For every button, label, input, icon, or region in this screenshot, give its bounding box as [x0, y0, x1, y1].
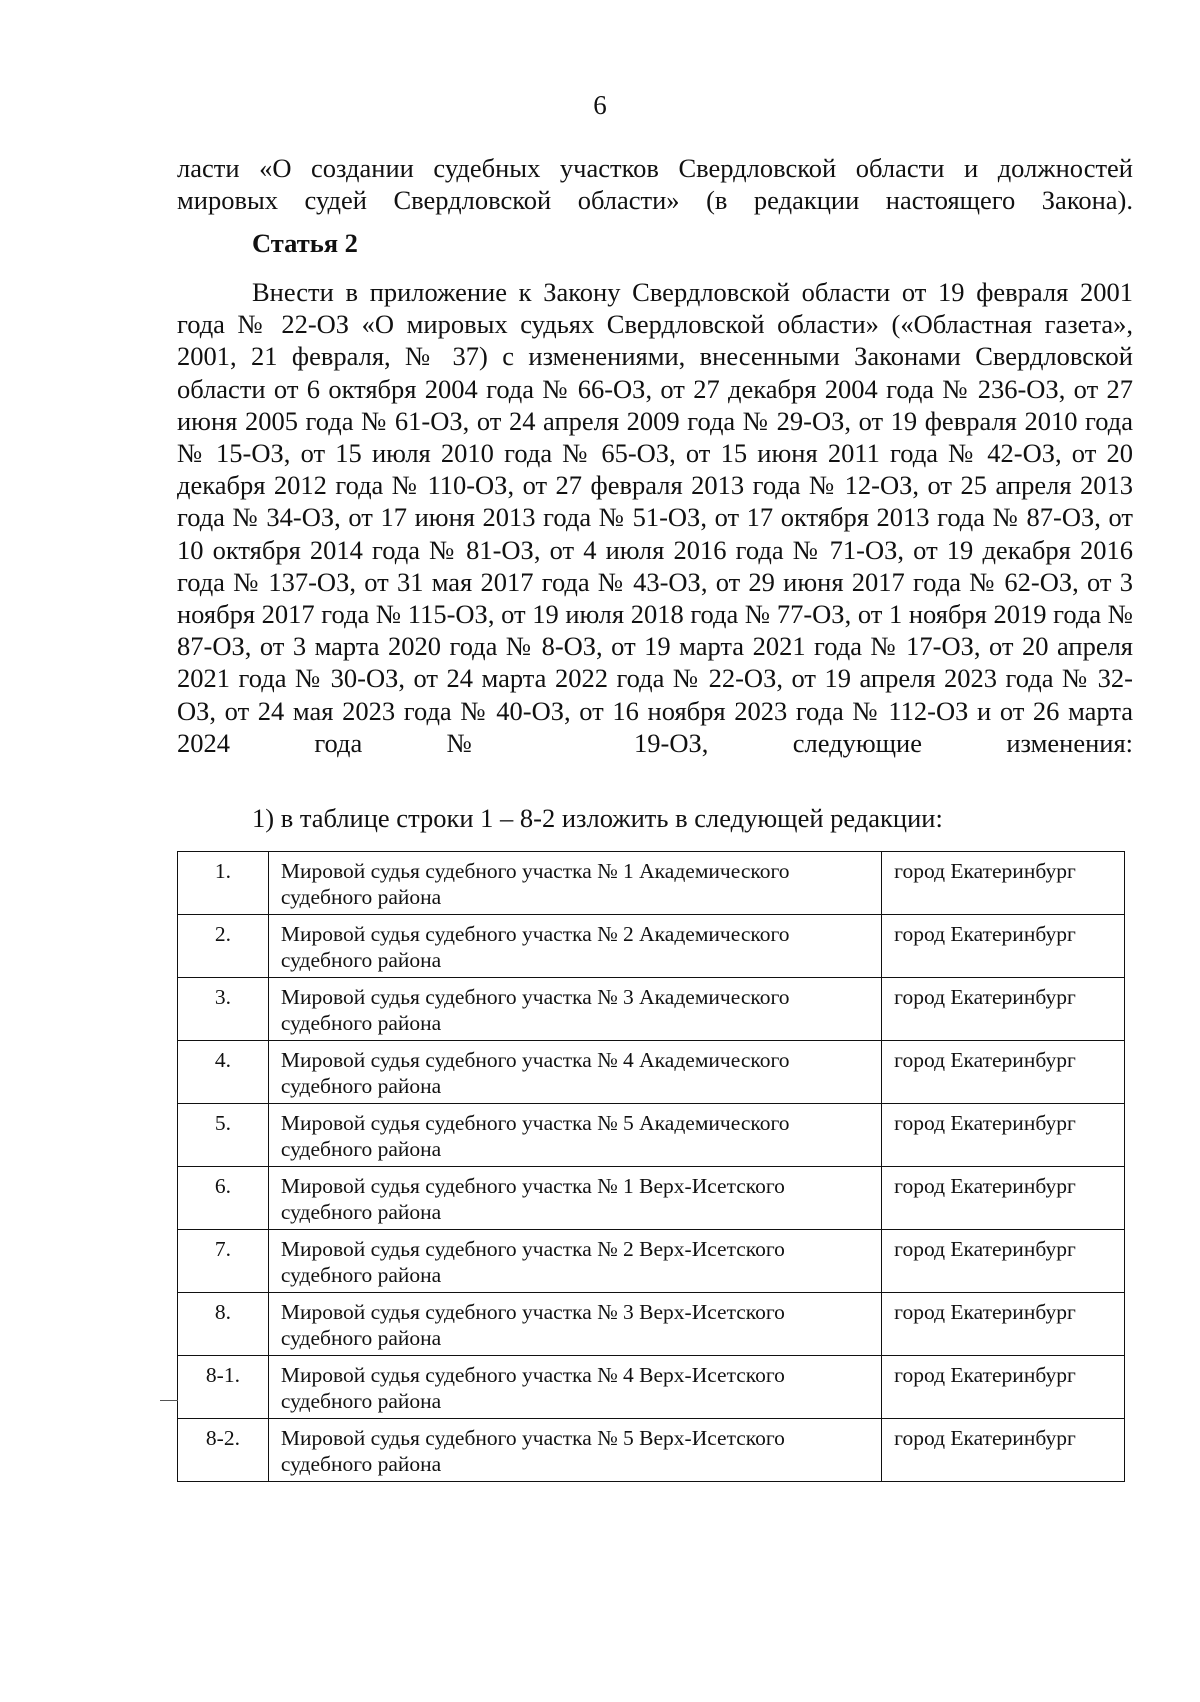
row-number-cell: 6.: [178, 1167, 269, 1230]
position-name-cell: Мировой судья судебного участка № 3 Верх-Исетского судебного района: [268, 1293, 881, 1356]
city-cell: город Екатеринбург: [882, 1104, 1125, 1167]
page-number: 6: [593, 90, 607, 120]
row-number-cell: 4.: [178, 1041, 269, 1104]
row-number-cell: 8.: [178, 1293, 269, 1356]
position-name-cell: Мировой судья судебного участка № 4 Верх-Исетского судебного района: [268, 1356, 881, 1419]
city-cell: город Екатеринбург: [882, 978, 1125, 1041]
city-cell: город Екатеринбург: [882, 1230, 1125, 1293]
lead-paragraph: ласти «О создании судебных участков Свердловской области и должностей мировых судей Свердловской области» (в редакции настоящего Закона).: [177, 153, 1133, 216]
position-name-cell: Мировой судья судебного участка № 2 Верх-Исетского судебного района: [268, 1230, 881, 1293]
city-cell: город Екатеринбург: [882, 1167, 1125, 1230]
table-row: [178, 1356, 1125, 1419]
table-row: [178, 1167, 1125, 1230]
margin-mark: [160, 1400, 178, 1401]
table-row: [178, 852, 1125, 915]
table-row: [178, 978, 1125, 1041]
article-heading: Статья 2: [252, 228, 358, 258]
row-number-cell: 1.: [178, 852, 269, 915]
city-cell: город Екатеринбург: [882, 1293, 1125, 1356]
city-cell: город Екатеринбург: [882, 852, 1125, 915]
position-name-cell: Мировой судья судебного участка № 5 Академического судебного района: [268, 1104, 881, 1167]
row-number-cell: 7.: [178, 1230, 269, 1293]
table-row: [178, 915, 1125, 978]
position-name-cell: Мировой судья судебного участка № 2 Академического судебного района: [268, 915, 881, 978]
row-number-cell: 2.: [178, 915, 269, 978]
position-name-cell: Мировой судья судебного участка № 5 Верх-Исетского судебного района: [268, 1419, 881, 1482]
table-row: [178, 1104, 1125, 1167]
amendment-table: [177, 851, 1125, 1482]
table-row: [178, 1419, 1125, 1482]
amendment-table-body: [178, 852, 1125, 1482]
row-number-cell: 5.: [178, 1104, 269, 1167]
article-body-paragraph: Внести в приложение к Закону Свердловской области от 19 февраля 2001 года № 22-ОЗ «О мировых судьях Свердловской области» («Областная газета», 2001, 21 февраля, № 37) с изменениями, внесенными Законами Свердловской области от 6 октября 2004 года № 66-ОЗ, от 27 декабря 2004 года № 236-ОЗ, от 27 июня 2005 года № 61-ОЗ, от 24 апреля 2009 года № 29-ОЗ, от 19 февраля 2010 года № 15-ОЗ, от 15 июля 2010 года № 65-ОЗ, от 15 июня 2011 года № 42-ОЗ, от 20 декабря 2012 года № 110-ОЗ, от 27 февраля 2013 года № 12-ОЗ, от 25 апреля 2013 года № 34-ОЗ, от 17 июня 2013 года № 51-ОЗ, от 17 октября 2013 года № 87-ОЗ, от 10 октября 2014 года № 81-ОЗ, от 4 июля 2016 года № 71-ОЗ, от 19 декабря 2016 года № 137-ОЗ, от 31 мая 2017 года № 43-ОЗ, от 29 июня 2017 года № 62-ОЗ, от 3 ноября 2017 года № 115-ОЗ, от 19 июля 2018 года № 77-ОЗ, от 1 ноября 2019 года № 87-ОЗ, от 3 марта 2020 года № 8-ОЗ, от 19 марта 2021 года № 17-ОЗ, от 20 апреля 2021 года № 30-ОЗ, от 24 марта 2022 года № 22-ОЗ, от 19 апреля 2023 года № 32-ОЗ, от 24 мая 2023 года № 40-ОЗ, от 16 ноября 2023 года № 112-ОЗ и от 26 марта 2024 года № 19-ОЗ, следующие изменения:: [177, 277, 1133, 758]
row-number-cell: 8-1.: [178, 1356, 269, 1419]
table-row: [178, 1230, 1125, 1293]
city-cell: город Екатеринбург: [882, 1041, 1125, 1104]
position-name-cell: Мировой судья судебного участка № 3 Академического судебного района: [268, 978, 881, 1041]
row-number-cell: 8-2.: [178, 1419, 269, 1482]
position-name-cell: Мировой судья судебного участка № 1 Академического судебного района: [268, 852, 881, 915]
city-cell: город Екатеринбург: [882, 1356, 1125, 1419]
amendment-item-1: 1) в таблице строки 1 – 8-2 изложить в следующей редакции:: [252, 803, 943, 833]
row-number-cell: 3.: [178, 978, 269, 1041]
city-cell: город Екатеринбург: [882, 915, 1125, 978]
position-name-cell: Мировой судья судебного участка № 4 Академического судебного района: [268, 1041, 881, 1104]
city-cell: город Екатеринбург: [882, 1419, 1125, 1482]
position-name-cell: Мировой судья судебного участка № 1 Верх-Исетского судебного района: [268, 1167, 881, 1230]
table-row: [178, 1293, 1125, 1356]
table-row: [178, 1041, 1125, 1104]
